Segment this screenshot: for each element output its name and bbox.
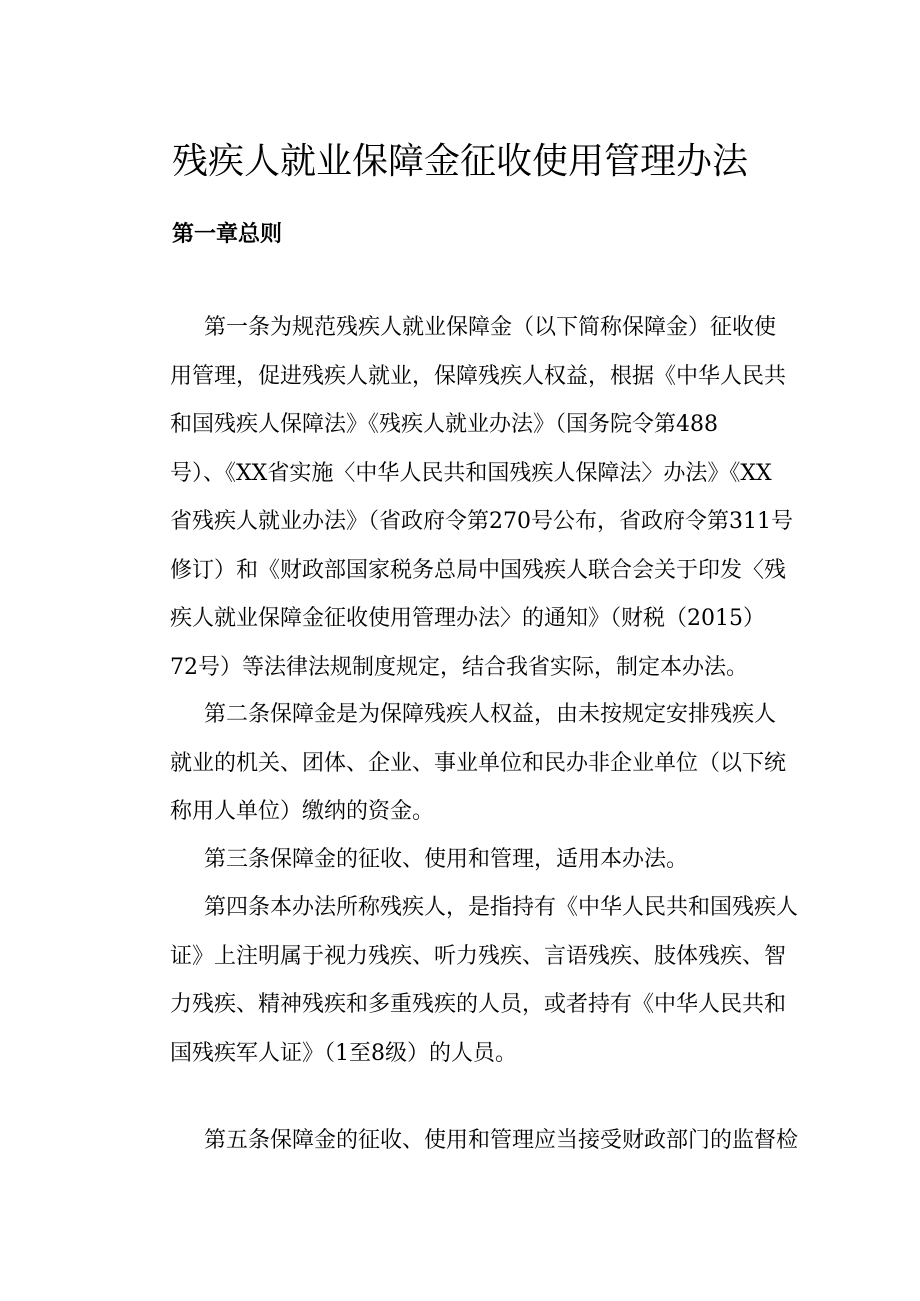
paragraph-line: 72号）等法律法规制度规定，结合我省实际，制定本办法。 [170, 654, 748, 680]
paragraph-line: 省残疾人就业办法》（省政府令第270号公布，省政府令第311号 [170, 509, 793, 534]
paragraph-line: 证》上注明属于视力残疾、听力残疾、言语残疾、肢体残疾、智 [170, 943, 787, 969]
paragraph-line: 疾人就业保障金征收使用管理办法〉的通知》（财税（2015） [170, 606, 765, 631]
paragraph-line: 称用人单位）缴纳的资金。 [170, 799, 435, 824]
article-3-paragraph [136, 836, 788, 885]
paragraph-line: 号）、《XX省实施〈中华人民共和国残疾人保障法〉办法》《XX [170, 460, 772, 486]
paragraph-line: 修订）和《财政部国家税务总局中国残疾人联合会关于印发〈残 [170, 557, 787, 583]
paragraph-line: 第二条保障金是为保障残疾人权益，由未按规定安排残疾人 [204, 702, 777, 727]
paragraph-line: 国残疾军人证》（1至8级）的人员。 [170, 1040, 517, 1066]
paragraph-line: 第一条为规范残疾人就业保障金（以下简称保障金）征收使 [204, 315, 777, 340]
paragraph-line: 第四条本办法所称残疾人，是指持有《中华人民共和国残疾人 [204, 895, 799, 920]
article-2-paragraph [136, 691, 788, 837]
paragraph-line: 力残疾、精神残疾和多重残疾的人员，或者持有《中华人民共和 [170, 992, 787, 1017]
chapter-heading: 第一章总则 [172, 221, 283, 247]
paragraph-line: 就业的机关、团体、企业、事业单位和民办非企业单位（以下统 [170, 750, 787, 776]
article-4-paragraph [136, 884, 799, 1078]
paragraph-line: 第五条保障金的征收、使用和管理应当接受财政部门的监督检 [204, 1128, 799, 1153]
paragraph-line: 第三条保障金的征收、使用和管理，适用本办法。 [204, 847, 689, 872]
paragraph-line: 用管理，促进残疾人就业，保障残疾人权益，根据《中华人民共 [170, 363, 787, 389]
document-title: 残疾人就业保障金征收使用管理办法 [171, 141, 748, 183]
article-1-paragraph [136, 304, 793, 692]
article-5-paragraph [136, 1117, 799, 1166]
paragraph-line: 和国残疾人保障法》《残疾人就业办法》（国务院令第488 [170, 412, 718, 437]
